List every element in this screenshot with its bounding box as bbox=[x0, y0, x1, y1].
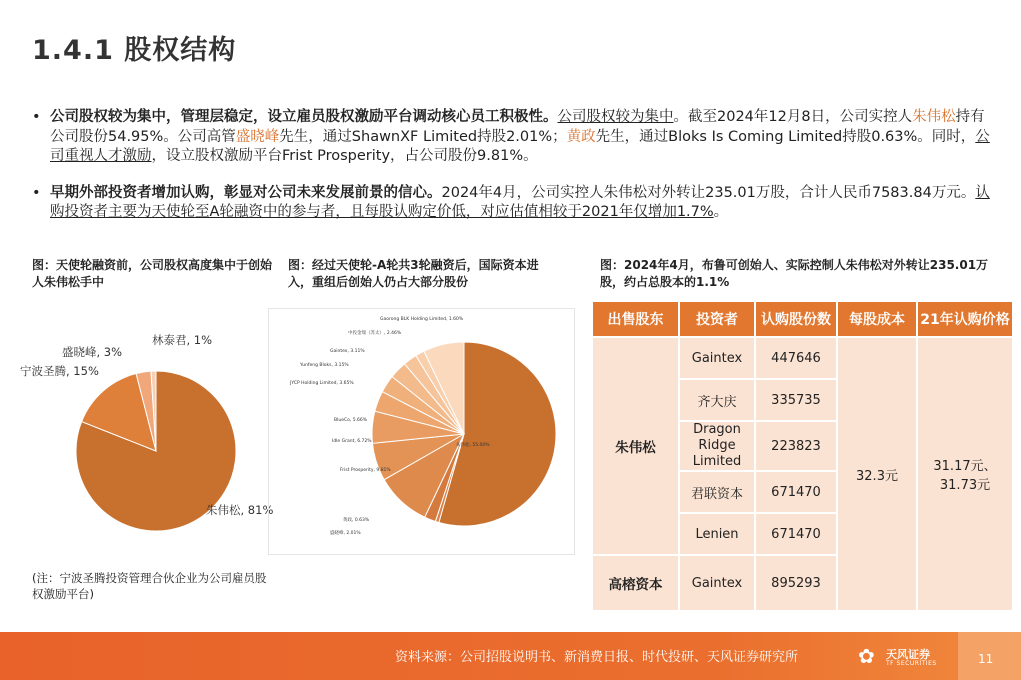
footer-bar bbox=[0, 632, 1021, 680]
shares-cell: 223823 bbox=[755, 421, 837, 471]
pie2-label-yunfeng: Yunfeng Bloks, 3.15% bbox=[300, 363, 349, 368]
shares-cell: 895293 bbox=[755, 555, 837, 611]
bullet-1-text: ，设立股权激励平台Frist Prosperity，占公司股份9.81%。 bbox=[151, 148, 538, 164]
page-number-box bbox=[958, 632, 1021, 680]
header-investor: 投资者 bbox=[679, 301, 755, 337]
pie2-label-frist: Frist Prosperity, 9.81% bbox=[340, 468, 391, 473]
pie2-label-blueco: BlueCo, 5.66% bbox=[334, 418, 368, 423]
bullet-2 bbox=[30, 184, 995, 223]
investor-cell: Gaintex bbox=[679, 337, 755, 379]
seller-cell: 朱伟松 bbox=[592, 337, 679, 555]
caption-chart-1: 图：天使轮融资前，公司股权高度集中于创始人朱伟松手中 bbox=[32, 258, 273, 289]
shares-cell: 447646 bbox=[755, 337, 837, 379]
header-cost: 每股成本 bbox=[837, 301, 917, 337]
investor-cell: 君联资本 bbox=[679, 471, 755, 513]
bullet-1-text: 持有公司股份54.95%。公司高管 bbox=[50, 109, 985, 145]
bullet-1 bbox=[30, 108, 995, 167]
pie2-label-gaorong: Gaorong BLK Holding Limited, 1.60% bbox=[380, 317, 464, 322]
shares-cell: 671470 bbox=[755, 513, 837, 555]
bullet-1-text: 。截至2024年12月8日，公司实控人 bbox=[673, 109, 913, 125]
caption-table: 图：2024年4月，布鲁可创始人、实际控制人朱伟松对外转让235.01万股，约占总股本的1.1% bbox=[600, 258, 989, 289]
bullet-list bbox=[30, 108, 995, 240]
shares-cell: 671470 bbox=[755, 471, 837, 513]
pie2-label-idle: Idle Grant, 6.72% bbox=[332, 439, 372, 444]
bullet-1-text: 先生，通过ShawnXF Limited持股2.01%； bbox=[279, 128, 567, 145]
bullet-2-heading: 早期外部投资者增加认购，彰显对公司未来发展前景的信心。 bbox=[50, 184, 442, 201]
header-price: 21年认购价格 bbox=[917, 301, 1013, 337]
pie2-label-sheng: 盛晓峰, 2.01% bbox=[330, 531, 361, 536]
pie2-label-huang: 黄政, 0.63% bbox=[343, 518, 370, 523]
header-seller: 出售股东 bbox=[592, 301, 679, 337]
logo-subtitle: TF SECURITIES bbox=[886, 660, 937, 667]
caption-chart-2: 图：经过天使轮-A轮共3轮融资后，国际资本进入，重组后创始人仍占大部分股份 bbox=[288, 258, 539, 289]
flower-icon: ✿ bbox=[858, 644, 875, 668]
header-shares: 认购股份数 bbox=[755, 301, 837, 337]
shares-cell: 335735 bbox=[755, 379, 837, 421]
bullet-2-text: 。 bbox=[713, 204, 729, 220]
source-text: 资料来源：公司招股说明书、新消费日报、时代投研、天风证券研究所 bbox=[395, 650, 799, 665]
highlight-name-huang: 黄政 bbox=[566, 128, 596, 145]
page-title: 1.4.1 股权结构 bbox=[32, 35, 237, 66]
bullet-1-underline-1: 公司股权较为集中 bbox=[557, 109, 674, 125]
bullet-2-text: 2024年4月，公司实控人朱伟松对外转让235.01万股，合计人民币7583.84万元。 bbox=[441, 184, 976, 201]
seller-cell: 高榕资本 bbox=[592, 555, 679, 611]
highlight-name-zhu: 朱伟松 bbox=[912, 109, 956, 125]
pie-chart-1 bbox=[10, 318, 275, 558]
bullet-1-heading: 公司股权较为集中，管理层稳定，设立雇员股权激励平台调动核心员工积极性。 bbox=[50, 109, 558, 125]
pie2-label-jycp: JYCP Holding Limited, 3.65% bbox=[290, 381, 354, 386]
pie1-label-ningbo: 宁波圣腾, 15% bbox=[20, 364, 99, 378]
investor-cell: Dragon Ridge Limited bbox=[679, 421, 755, 471]
pie2-label-gaintex: Gaintex, 3.11% bbox=[330, 349, 365, 354]
investor-cell: Lenien bbox=[679, 513, 755, 555]
cost-cell: 32.3元 bbox=[837, 337, 917, 611]
chart-note: (注：宁波圣腾投资管理合伙企业为公司雇员股权激励平台) bbox=[32, 571, 267, 601]
pie2-label-zhu: 朱伟松, 55.00% bbox=[456, 443, 490, 448]
pie1-label-lin: 林泰君, 1% bbox=[152, 333, 213, 347]
bullet-dot: • bbox=[32, 184, 41, 201]
pie-chart-2 bbox=[268, 308, 573, 553]
investor-cell: Gaintex bbox=[679, 555, 755, 611]
table-row bbox=[592, 337, 1013, 379]
highlight-name-sheng: 盛晓峰 bbox=[235, 128, 280, 145]
pie1-label-sheng: 盛晓峰, 3% bbox=[62, 345, 123, 359]
investor-cell: 齐大庆 bbox=[679, 379, 755, 421]
bullet-1-underline-2: 公司重视人才激励 bbox=[50, 128, 990, 164]
bullet-dot: • bbox=[32, 109, 41, 125]
logo-name: 天风证券 bbox=[886, 648, 930, 661]
price-cell: 31.17元、31.73元 bbox=[917, 337, 1013, 611]
bullet-2-underline: 认购投资者主要为天使轮至A轮融资中的参与者，且每股认购定价低，对应估值相较于2021年仅增加1.7% bbox=[50, 184, 990, 220]
share-transfer-table bbox=[591, 300, 1014, 612]
pie1-label-zhu: 朱伟松, 81% bbox=[206, 503, 274, 517]
bullet-1-text: 先生，通过Bloks Is Coming Limited持股0.63%。同时， bbox=[595, 128, 976, 145]
table-header-row bbox=[592, 301, 1013, 337]
pie2-label-zhongtou: 中投金瑞（苏太）, 2.46% bbox=[348, 331, 402, 336]
page-number: 11 bbox=[978, 652, 994, 666]
